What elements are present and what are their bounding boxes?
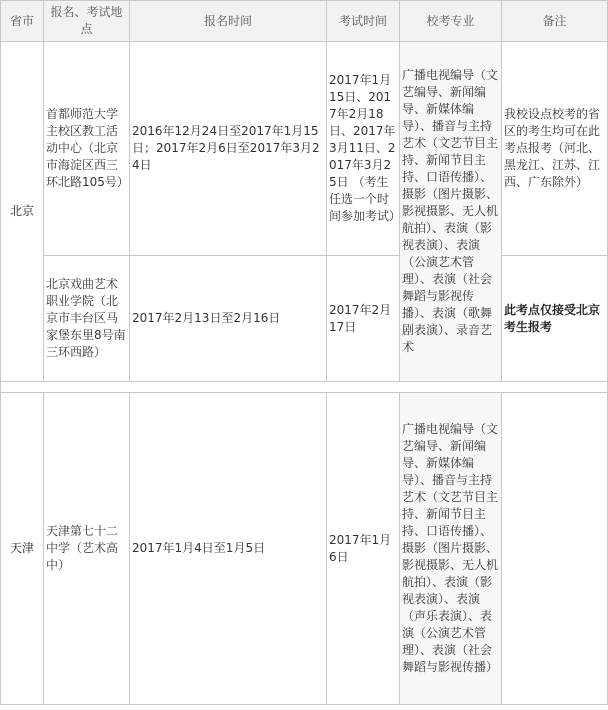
- exam-time-cell: 2017年1月15日、2017年2月18日、2017年3月11日、2017年3月25日 （考生任选一个时间参加考试）: [327, 42, 400, 256]
- registration-time-cell: 2017年2月13日至2月16日: [130, 256, 327, 382]
- majors-cell-tianjin: 广播电视编导（文艺编导、新闻编导、新媒体编导）、播音与主持艺术（文艺节目主持、新闻节目主持、口语传播）、摄影（图片摄影、影视摄影、无人机航拍）、表演（影视表演）、表演（声乐表演）、表演（公演艺术管理）、表演（社会舞蹈与影视传播）: [400, 393, 502, 705]
- table-row: [1, 42, 608, 256]
- site-cell: 北京戏曲艺术职业学院（北京市丰台区马家堡东里8号南三环西路）: [44, 256, 130, 382]
- table-row: [1, 393, 608, 705]
- registration-time-cell: 2016年12月24日至2017年1月15日；2017年2月6日至2017年3月24日: [130, 42, 327, 256]
- header-site: 报名、考试地点: [44, 1, 130, 42]
- site-cell: 天津第七十二中学（艺术高中）: [44, 393, 130, 705]
- table-row: [1, 256, 608, 382]
- table-header: [1, 1, 608, 42]
- majors-cell-beijing: 广播电视编导（文艺编导、新闻编导、新媒体编导）、播音与主持艺术（文艺节目主持、新闻节目主持、口语传播）、摄影（图片摄影、影视摄影、无人机航拍）、表演（影视表演）、表演（公演艺术管理）、表演（社会舞蹈与影视传播）、表演（歌舞剧表演）、录音艺术: [400, 42, 502, 382]
- spacer-cell: [1, 382, 608, 393]
- province-cell-beijing: 北京: [1, 42, 44, 382]
- header-majors: 校考专业: [400, 1, 502, 42]
- header-registration-time: 报名时间: [130, 1, 327, 42]
- province-cell-tianjin: 天津: [1, 393, 44, 705]
- note-cell: 此考点仅接受北京考生报考: [502, 256, 608, 382]
- table-body: [1, 42, 608, 705]
- header-exam-time: 考试时间: [327, 1, 400, 42]
- note-cell: 我校设点校考的省区的考生均可在此考点报考（河北、黑龙江、江苏、江西、广东除外）: [502, 42, 608, 256]
- exam-time-cell: 2017年1月6日: [327, 393, 400, 705]
- header-notes: 备注: [502, 1, 608, 42]
- exam-time-cell: 2017年2月17日: [327, 256, 400, 382]
- note-cell: [502, 393, 608, 705]
- row-spacer: [1, 382, 608, 393]
- header-province: 省市: [1, 1, 44, 42]
- header-row: [1, 1, 608, 42]
- site-cell: 首都师范大学主校区教工活动中心（北京市海淀区西三环北路105号）: [44, 42, 130, 256]
- registration-time-cell: 2017年1月4日至1月5日: [130, 393, 327, 705]
